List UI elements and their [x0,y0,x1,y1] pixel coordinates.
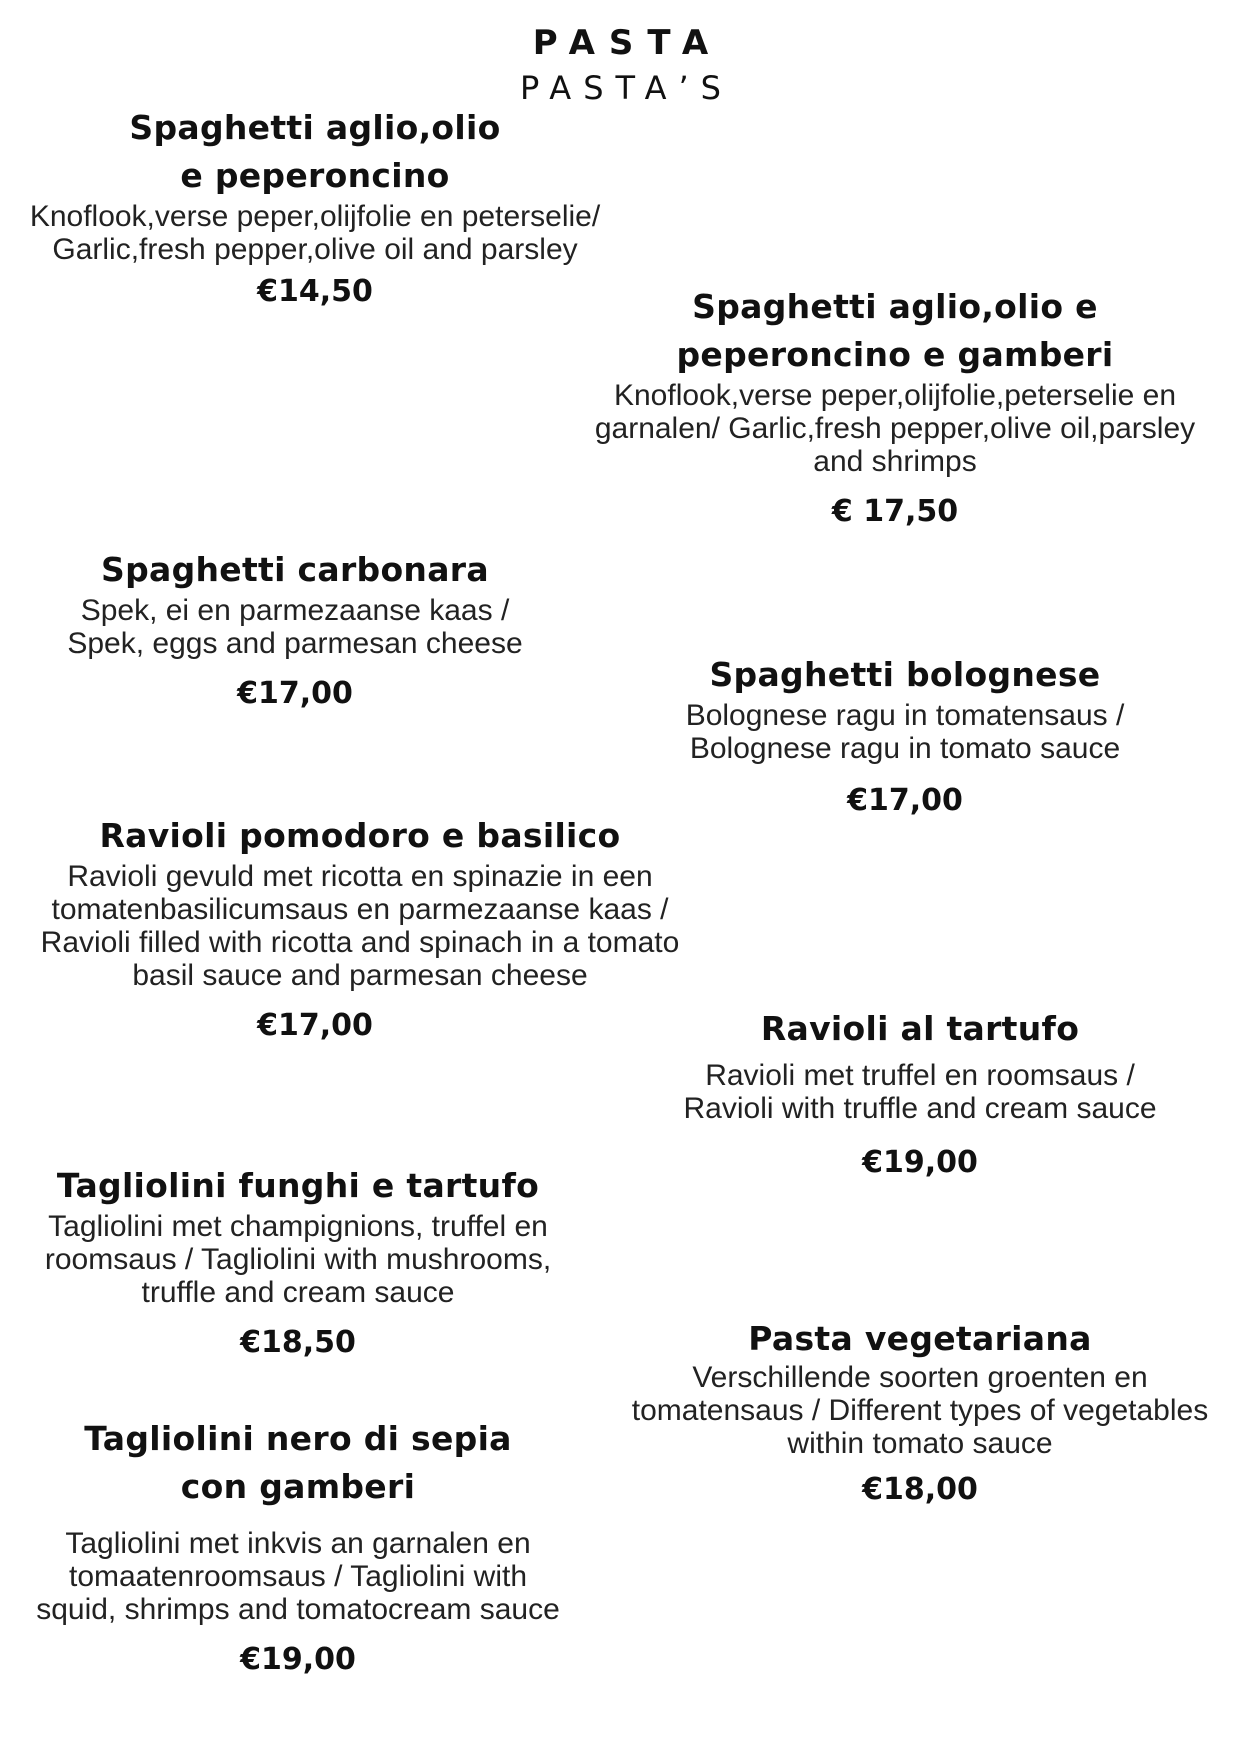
item-name: Spaghetti carbonara [101,550,489,589]
menu-item-aglio-olio-gamberi [575,283,1215,532]
item-name: Tagliolini nero di sepia con gamberi [84,1419,512,1506]
item-name: Ravioli al tartufo [760,1009,1080,1048]
menu-item-aglio-olio [0,104,635,312]
item-price: €17,00 [257,1008,373,1043]
page-subtitle: PASTA’S [520,69,733,107]
item-description: Knoflook,verse peper,olijfolie en peterselie/ Garlic,fresh pepper,olive oil and parsley [29,200,601,266]
item-price: €17,00 [847,783,963,818]
item-price: €18,00 [862,1472,978,1507]
item-price: € 17,50 [831,494,959,529]
item-description: Tagliolini met inkvis an garnalen en tomaatenroomsaus / Tagliolini with squid, shrimps and tomatocream sauce [36,1527,560,1626]
item-price: €17,00 [237,676,353,711]
item-description: Spek, ei en parmezaanse kaas / Spek, eggs and parmesan cheese [67,594,523,660]
item-name: Spaghetti bolognese [709,655,1101,694]
item-description: Knoflook,verse peper,olijfolie,peterselie en garnalen/ Garlic,fresh pepper,olive oil,parsley and shrimps [594,379,1196,478]
menu-item-tagliolini-nero [0,1415,618,1680]
item-name: Ravioli pomodoro e basilico [99,816,621,855]
item-price: €19,00 [240,1642,356,1677]
item-description: Ravioli gevuld met ricotta en spinazie in een tomatenbasilicumsaus en parmezaanse kaas / Ravioli filled with ricotta and spinach in a tomato basil sauce and parmesan cheese [40,860,680,992]
item-description: Verschillende soorten groenten en tomatensaus / Different types of vegetables within tomato sauce [631,1361,1209,1460]
menu-item-ravioli-tartufo [600,1005,1240,1183]
item-name: Pasta vegetariana [748,1319,1092,1358]
item-name: Spaghetti aglio,olio e peperoncino e gamberi [676,287,1114,374]
item-description: Bolognese ragu in tomatensaus / Bolognese ragu in tomato sauce [685,699,1125,765]
item-price: €14,50 [257,274,373,309]
menu-item-pasta-vegetariana [600,1317,1240,1510]
page-title: PASTA [532,23,723,63]
menu-item-carbonara [0,546,615,714]
menu-item-bolognese [585,651,1225,821]
item-price: €19,00 [862,1145,978,1180]
item-description: Tagliolini met champignions, truffel en roomsaus / Tagliolini with mushrooms, truffle and cream sauce [44,1210,552,1309]
item-name: Tagliolini funghi e tartufo [56,1166,540,1205]
item-price: €18,50 [240,1325,356,1360]
menu-header [0,20,1241,110]
item-description: Ravioli met truffel en roomsaus / Ravioli with truffle and cream sauce [683,1059,1157,1125]
menu-item-tagliolini-funghi [0,1162,618,1363]
item-name: Spaghetti aglio,olio e peperoncino [129,108,501,195]
